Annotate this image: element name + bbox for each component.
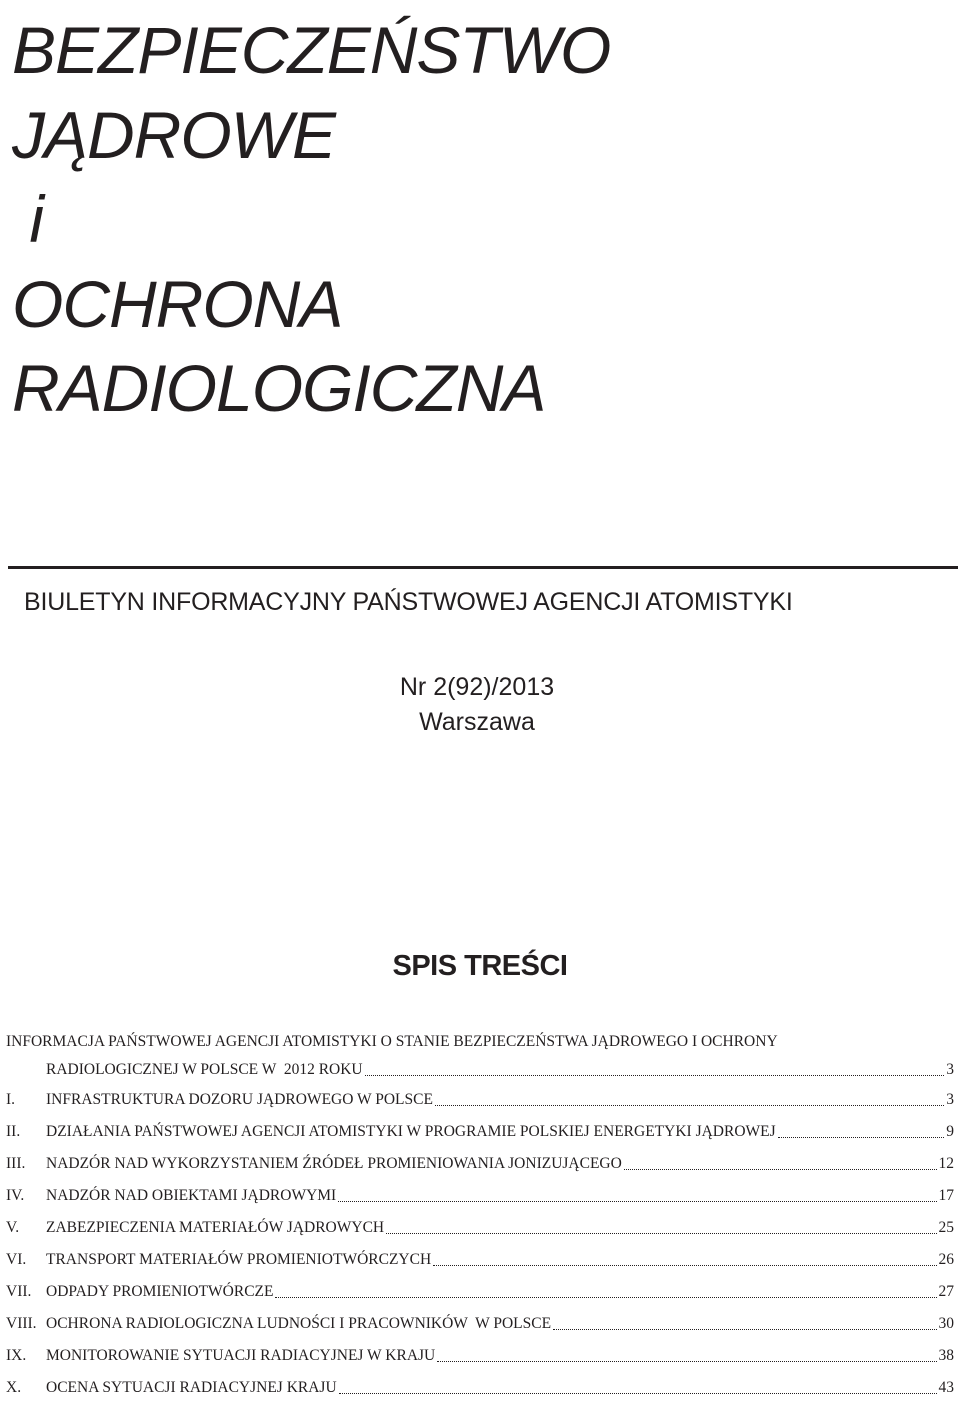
- issue-number: Nr 2(92)/2013: [399, 673, 555, 701]
- toc-entry-number: III.: [6, 1155, 26, 1172]
- title-line-1: BEZPIECZEŃSTWO: [12, 13, 611, 87]
- toc-entry[interactable]: [6, 1372, 954, 1404]
- toc-leader-dots: [437, 1360, 936, 1362]
- toc-entry-page: 17: [938, 1187, 954, 1204]
- toc-entry-number: VI.: [6, 1251, 27, 1268]
- toc-leader-dots: [553, 1328, 936, 1330]
- document-title: [12, 8, 610, 431]
- toc-entry-page: 25: [938, 1219, 954, 1236]
- toc-entry[interactable]: [6, 1212, 954, 1244]
- toc-leader-dots: [338, 1200, 936, 1202]
- toc-entry[interactable]: [6, 1244, 954, 1276]
- title-line-5: RADIOLOGICZNA: [12, 351, 546, 425]
- toc-leader-dots: [433, 1264, 936, 1266]
- toc-entry-label: OCENA SYTUACJI RADIACYJNEJ KRAJU: [46, 1379, 337, 1396]
- toc-entry-page: 9: [946, 1123, 954, 1140]
- toc-entry-page: 43: [938, 1379, 954, 1396]
- toc-intro-page: 3: [946, 1061, 954, 1078]
- toc-intro-line-1[interactable]: INFORMACJA PAŃSTWOWEJ AGENCJI ATOMISTYKI O STANIE BEZPIECZEŃSTWA JĄDROWEGO I OCHRONY: [6, 1033, 778, 1050]
- toc-entry-number: IV.: [6, 1187, 25, 1204]
- toc-entry-label: TRANSPORT MATERIAŁÓW PROMIENIOTWÓRCZYCH: [46, 1251, 432, 1268]
- toc-entry-page: 30: [938, 1315, 954, 1332]
- toc-items: [6, 1084, 954, 1404]
- toc-intro-entry[interactable]: [6, 1056, 954, 1084]
- toc-leader-dots: [624, 1168, 937, 1170]
- toc-entry-label: INFRASTRUKTURA DOZORU JĄDROWEGO W POLSCE: [46, 1091, 433, 1108]
- toc-leader-dots: [778, 1136, 945, 1138]
- toc-entry-number: V.: [6, 1219, 20, 1236]
- toc-entry[interactable]: [6, 1116, 954, 1148]
- toc-entry-number: VIII.: [6, 1315, 37, 1332]
- toc-entry-page: 26: [938, 1251, 954, 1268]
- bulletin-subtitle: BIULETYN INFORMACYJNY PAŃSTWOWEJ AGENCJI ATOMISTYKI: [24, 588, 793, 616]
- toc-leader-dots: [365, 1074, 945, 1076]
- toc-leader-dots: [386, 1232, 936, 1234]
- toc-entry[interactable]: [6, 1340, 954, 1372]
- toc-entry-page: 27: [938, 1283, 954, 1300]
- issue-city: Warszawa: [419, 708, 535, 736]
- toc-leader-dots: [275, 1296, 936, 1298]
- toc-entry-number: IX.: [6, 1347, 27, 1364]
- title-line-4: OCHRONA: [12, 266, 343, 341]
- toc-entry-number: I.: [6, 1091, 16, 1108]
- toc-heading: SPIS TREŚCI: [392, 950, 568, 982]
- toc-entry-label: NADZÓR NAD OBIEKTAMI JĄDROWYMI: [46, 1187, 337, 1204]
- toc-entry-label: OCHRONA RADIOLOGICZNA LUDNOŚCI I PRACOWNIKÓW W POLSCE: [46, 1315, 552, 1332]
- toc-entry-label: NADZÓR NAD WYKORZYSTANIEM ŹRÓDEŁ PROMIENIOWANIA JONIZUJĄCEGO: [46, 1155, 622, 1172]
- title-line-3: i: [12, 182, 43, 256]
- toc-entry[interactable]: [6, 1276, 954, 1308]
- toc-entry-label: DZIAŁANIA PAŃSTWOWEJ AGENCJI ATOMISTYKI W PROGRAMIE POLSKIEJ ENERGETYKI JĄDROWEJ: [46, 1123, 776, 1140]
- toc-intro-line-2: RADIOLOGICZNEJ W POLSCE W 2012 ROKU: [46, 1061, 363, 1078]
- issue-info: [0, 670, 960, 740]
- toc-entry[interactable]: [6, 1180, 954, 1212]
- toc-entry-number: X.: [6, 1379, 22, 1396]
- toc-entry[interactable]: [6, 1308, 954, 1340]
- toc-entry-page: 3: [946, 1091, 954, 1108]
- toc-entry-page: 12: [938, 1155, 954, 1172]
- toc-entry-label: ZABEZPIECZENIA MATERIAŁÓW JĄDROWYCH: [46, 1219, 385, 1236]
- toc-leader-dots: [339, 1392, 937, 1394]
- horizontal-rule: [8, 566, 958, 569]
- toc-entry-label: MONITOROWANIE SYTUACJI RADIACYJNEJ W KRAJU: [46, 1347, 436, 1364]
- toc-leader-dots: [435, 1104, 944, 1106]
- toc-entry-page: 38: [938, 1347, 954, 1364]
- toc-entry[interactable]: [6, 1084, 954, 1116]
- toc-entry[interactable]: [6, 1148, 954, 1180]
- table-of-contents: [6, 1028, 954, 1404]
- toc-entry-label: ODPADY PROMIENIOTWÓRCZE: [46, 1283, 274, 1300]
- toc-entry-number: VII.: [6, 1283, 32, 1300]
- toc-entry-number: II.: [6, 1123, 21, 1140]
- title-line-2: JĄDROWE: [12, 97, 335, 172]
